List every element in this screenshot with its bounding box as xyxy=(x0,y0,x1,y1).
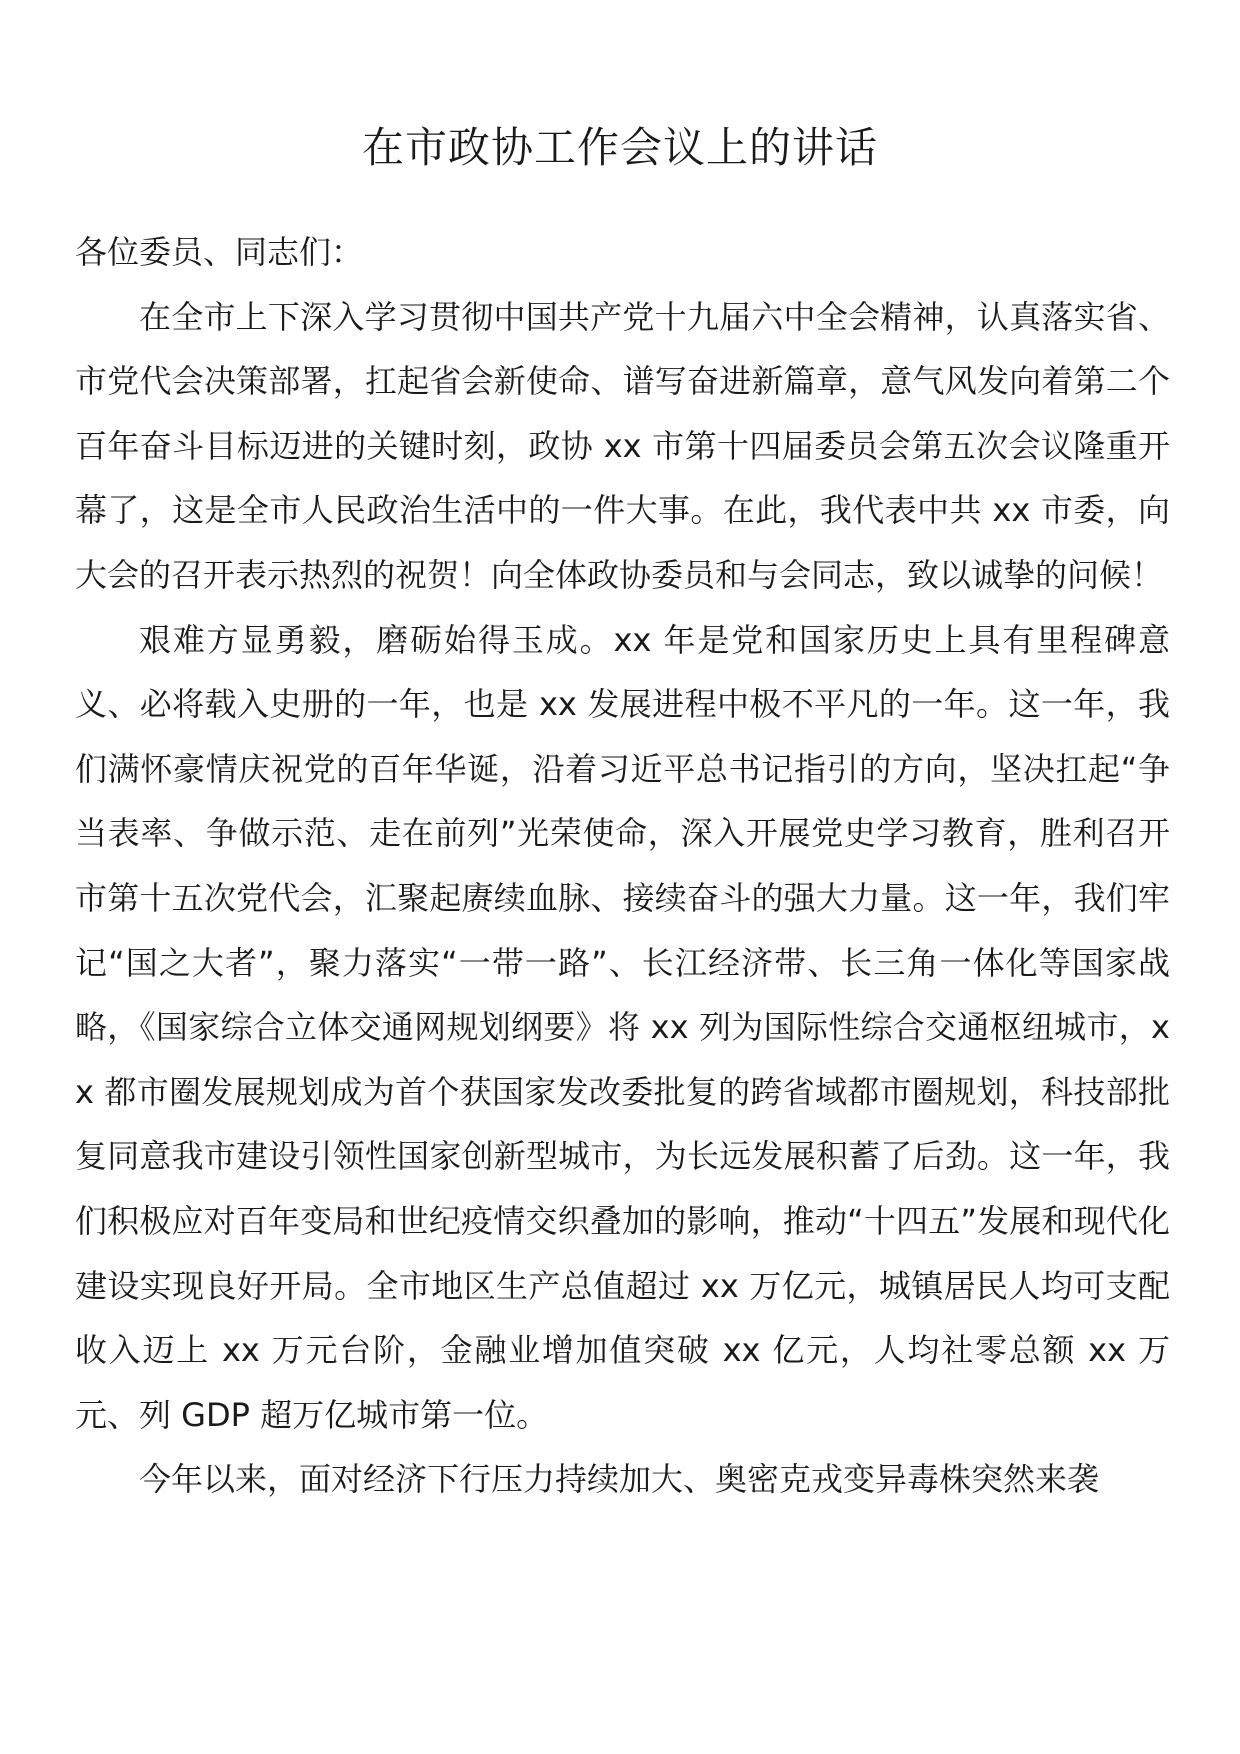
paragraph-review: 艰难方显勇毅，磨砺始得玉成。xx 年是党和国家历史上具有里程碑意义、必将载入史册的一年，也是 xx 发展进程中极不平凡的一年。这一年，我们满怀豪情庆祝党的百年华诞，沿着习近平总书记指引的方向，坚决扛起“争当表率、争做示范、走在前列”光荣使命，深入开展党史学习教育，胜利召开市第十五次党代会，汇聚起赓续血脉、接续奋斗的强大力量。这一年，我们牢记“国之大者”，聚力落实“一带一路”、长江经济带、长三角一体化等国家战略，《国家综合立体交通网规划纲要》将 xx 列为国际性综合交通枢纽城市，xx 都市圈发展规划成为首个获国家发改委批复的跨省域都市圈规划，科技部批复同意我市建设引领性国家创新型城市，为长远发展积蓄了后劲。这一年，我们积极应对百年变局和世纪疫情交织叠加的影响，推动“十四五”发展和现代化建设实现良好开局。全市地区生产总值超过 xx 万亿元，城镇居民人均可支配收入迈上 xx 万元台阶，金融业增加值突破 xx 亿元，人均社零总额 xx 万元、列 GDP 超万亿城市第一位。 xyxy=(75,620,1170,1434)
document-title: 在市政协工作会议上的讲话 xyxy=(361,123,878,172)
paragraph-this-year: 今年以来，面对经济下行压力持续加大、奥密克戎变异毒株突然来袭 xyxy=(139,1460,1100,1499)
paragraph-opening: 在全市上下深入学习贯彻中国共产党十九届六中全会精神，认真落实省、市党代会决策部署，扛起省会新使命、谱写奋进新篇章，意气风发向着第二个百年奋斗目标迈进的关键时刻，政协 xx 市第十四届委员会第五次会议隆重开幕了，这是全市人民政治生活中的一件大事。在此，我代表中共 xx 市委，向大会的召开表示热烈的祝贺！向全体政协委员和与会同志，致以诚挚的问候！ xyxy=(75,297,1170,594)
document-body xyxy=(75,220,1170,1512)
salutation: 各位委员、同志们： xyxy=(75,233,364,271)
